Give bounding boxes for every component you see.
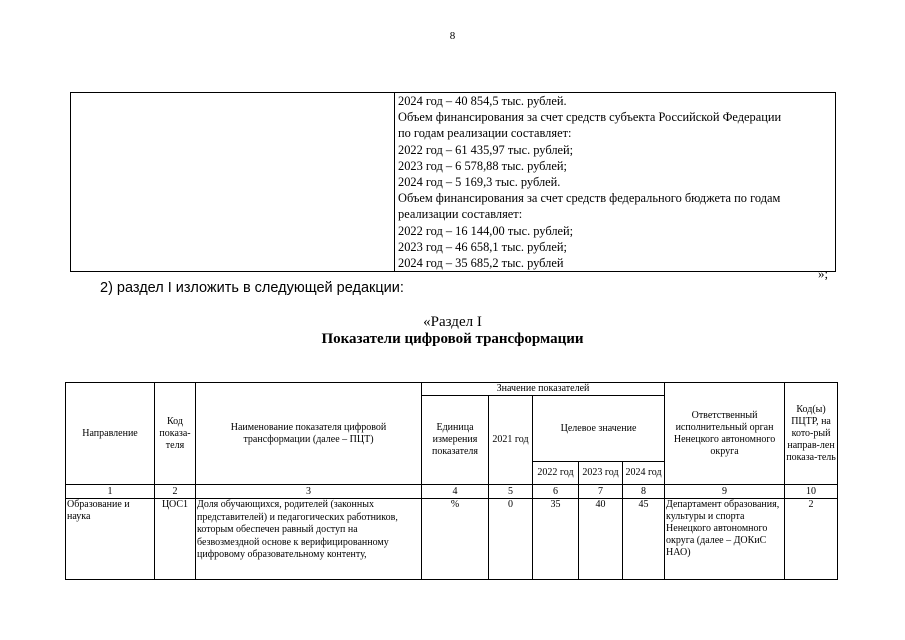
page-number: 8 (449, 30, 456, 42)
closing-quote-mark: »; (818, 266, 829, 281)
section-title: Показатели цифровой трансформации (321, 331, 584, 347)
financing-line: Объем финансирования за счет средств субъекта Российской Федерации (398, 110, 782, 125)
financing-line: 2022 год – 16 144,00 тыс. рублей; (398, 223, 574, 238)
section-heading: «Раздел I (423, 314, 482, 330)
column-number: 9 (665, 485, 785, 499)
column-number: 3 (196, 485, 422, 499)
column-number: 6 (533, 485, 579, 499)
header-indicator-name: Наименование показателя цифровой трансформации (далее – ПЦТ) (196, 383, 422, 485)
column-number: 8 (623, 485, 665, 499)
column-number: 10 (785, 485, 838, 499)
financing-line: 2022 год – 61 435,97 тыс. рублей; (398, 142, 574, 157)
header-year-2021: 2021 год (489, 396, 533, 485)
cell-direction: Образование и наука (66, 499, 155, 580)
indicators-table (65, 382, 838, 580)
financing-empty-cell (71, 93, 395, 272)
column-number: 7 (579, 485, 623, 499)
header-year-2024: 2024 год (623, 462, 665, 485)
financing-line: 2024 год – 35 685,2 тыс. рублей (398, 256, 564, 271)
header-unit: Единица измерения показателя (422, 396, 489, 485)
column-number: 1 (66, 485, 155, 499)
cell-pctr-code: 2 (785, 499, 838, 580)
table-row (66, 499, 838, 580)
financing-line: по годам реализации составляет: (398, 126, 572, 141)
cell-value-2021: 0 (489, 499, 533, 580)
financing-line: 2023 год – 46 658,1 тыс. рублей; (398, 239, 567, 254)
column-number: 4 (422, 485, 489, 499)
header-year-2022: 2022 год (533, 462, 579, 485)
header-indicator-code: Код показа-теля (155, 383, 196, 485)
header-pctr-code: Код(ы) ПЦТР, на кото-рый направ-лен показа-тель (785, 383, 838, 485)
column-number: 5 (489, 485, 533, 499)
header-target-group: Целевое значение (533, 396, 665, 462)
financing-line: 2023 год – 6 578,88 тыс. рублей; (398, 158, 567, 173)
financing-line: Объем финансирования за счет средств федерального бюджета по годам (398, 191, 781, 206)
financing-line: 2024 год – 5 169,3 тыс. рублей. (398, 175, 561, 190)
column-number: 2 (155, 485, 196, 499)
cell-unit: % (422, 499, 489, 580)
financing-line: 2024 год – 40 854,5 тыс. рублей. (398, 94, 567, 108)
header-responsible: Ответственный исполнительный орган Ненецкого автономного округа (665, 383, 785, 485)
cell-responsible: Департамент образования, культуры и спорта Ненецкого автономного округа (далее – ДОКиС НАО) (665, 499, 785, 580)
header-year-2023: 2023 год (579, 462, 623, 485)
amendment-text: 2) раздел I изложить в следующей редакции: (100, 280, 404, 296)
cell-value-2022: 35 (533, 499, 579, 580)
financing-text-cell (395, 93, 836, 272)
financing-table (70, 92, 836, 272)
cell-indicator-code: ЦОС1 (155, 499, 196, 580)
header-direction: Направление (66, 383, 155, 485)
header-values-group: Значение показателей (422, 383, 665, 396)
financing-line: реализации составляет: (398, 207, 523, 222)
cell-indicator-name: Доля обучающихся, родителей (законных представителей) и педагогических работников, которым обеспечен равный доступ на безвозмездной основе к верифицированному цифровому образовательному контенту, (196, 499, 422, 580)
cell-value-2023: 40 (579, 499, 623, 580)
cell-value-2024: 45 (623, 499, 665, 580)
